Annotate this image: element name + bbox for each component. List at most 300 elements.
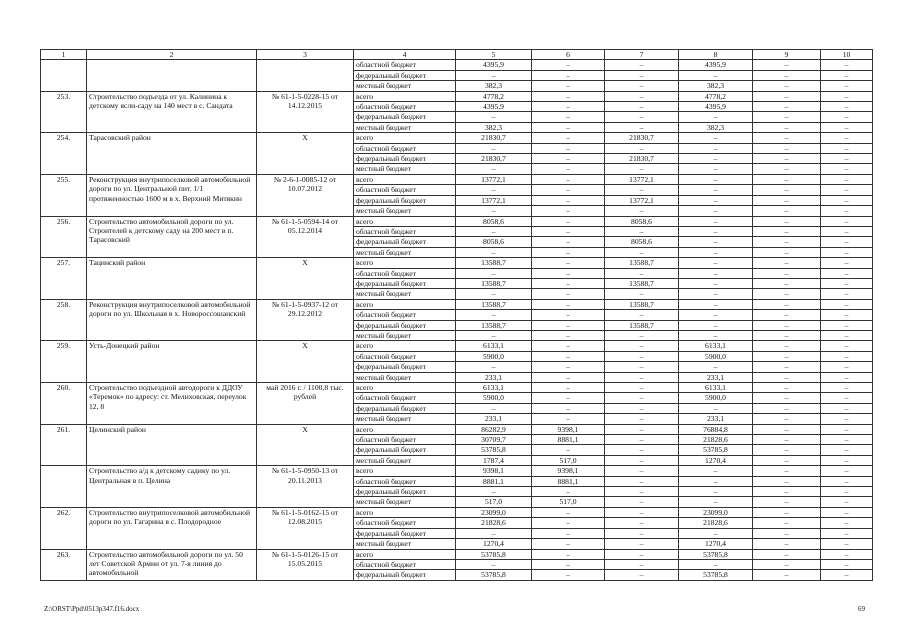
- amount-cell: –: [532, 195, 605, 205]
- amount-cell: –: [753, 507, 821, 517]
- budget-source-cell: всего: [354, 549, 456, 559]
- amount-cell: –: [605, 122, 679, 132]
- amount-cell: –: [605, 102, 679, 112]
- budget-source-cell: федеральный бюджет: [354, 70, 456, 80]
- amount-cell: –: [532, 518, 605, 528]
- budget-source-cell: всего: [354, 258, 456, 268]
- amount-cell: –: [821, 102, 873, 112]
- amount-cell: –: [605, 528, 679, 538]
- amount-cell: –: [753, 476, 821, 486]
- column-header: 2: [87, 50, 257, 60]
- table-row: [41, 60, 873, 70]
- amount-cell: –: [821, 289, 873, 299]
- budget-source-cell: местный бюджет: [354, 81, 456, 91]
- amount-cell: –: [753, 549, 821, 559]
- footer-file-path: Z:\ORST\Ppd\0513p347.f16.docx: [44, 605, 140, 613]
- amount-cell: –: [605, 487, 679, 497]
- column-header-row: [41, 50, 873, 60]
- amount-cell: 233,1: [456, 414, 532, 424]
- amount-cell: 13588,7: [456, 299, 532, 309]
- amount-cell: 23099,0: [456, 507, 532, 517]
- row-number-cell: 253.: [41, 91, 87, 133]
- amount-cell: –: [532, 185, 605, 195]
- amount-cell: –: [821, 372, 873, 382]
- amount-cell: 21828,6: [679, 518, 753, 528]
- amount-cell: –: [821, 216, 873, 226]
- amount-cell: –: [753, 81, 821, 91]
- amount-cell: –: [605, 185, 679, 195]
- row-number-cell: 258.: [41, 299, 87, 341]
- document-cell: май 2016 г. / 1100,8 тыс. рублей: [257, 383, 354, 425]
- table-row: [41, 341, 873, 351]
- amount-cell: –: [532, 122, 605, 132]
- amount-cell: –: [821, 112, 873, 122]
- amount-cell: –: [821, 320, 873, 330]
- amount-cell: –: [753, 102, 821, 112]
- amount-cell: –: [821, 268, 873, 278]
- amount-cell: –: [679, 268, 753, 278]
- amount-cell: –: [753, 403, 821, 413]
- amount-cell: –: [456, 70, 532, 80]
- amount-cell: –: [679, 497, 753, 507]
- amount-cell: –: [605, 518, 679, 528]
- amount-cell: –: [821, 549, 873, 559]
- amount-cell: –: [753, 497, 821, 507]
- budget-source-cell: всего: [354, 466, 456, 476]
- amount-cell: 53785,8: [456, 549, 532, 559]
- amount-cell: 9398,1: [532, 424, 605, 434]
- budget-source-cell: всего: [354, 383, 456, 393]
- amount-cell: 8058,6: [456, 237, 532, 247]
- amount-cell: –: [456, 289, 532, 299]
- budget-source-cell: областной бюджет: [354, 102, 456, 112]
- amount-cell: –: [532, 226, 605, 236]
- amount-cell: 13588,7: [456, 258, 532, 268]
- amount-cell: –: [679, 143, 753, 153]
- amount-cell: 53785,8: [679, 445, 753, 455]
- amount-cell: –: [679, 206, 753, 216]
- budget-source-cell: местный бюджет: [354, 206, 456, 216]
- amount-cell: 8058,6: [605, 237, 679, 247]
- amount-cell: –: [679, 310, 753, 320]
- table-row: [41, 507, 873, 517]
- budget-source-cell: местный бюджет: [354, 247, 456, 257]
- amount-cell: 53785,8: [679, 570, 753, 580]
- amount-cell: –: [821, 154, 873, 164]
- budget-source-cell: всего: [354, 91, 456, 101]
- amount-cell: –: [821, 518, 873, 528]
- row-number-cell: 261.: [41, 424, 87, 466]
- amount-cell: 5900,0: [679, 393, 753, 403]
- amount-cell: –: [605, 60, 679, 70]
- document-cell: № 2-6-1-0085-12 от 10.07.2012: [257, 174, 354, 216]
- amount-cell: –: [532, 154, 605, 164]
- amount-cell: 1270,4: [679, 539, 753, 549]
- amount-cell: –: [532, 393, 605, 403]
- amount-cell: –: [753, 258, 821, 268]
- amount-cell: –: [532, 559, 605, 569]
- row-number-cell: [41, 466, 87, 508]
- table-row: [41, 424, 873, 434]
- budget-source-cell: федеральный бюджет: [354, 445, 456, 455]
- amount-cell: 8881,1: [532, 476, 605, 486]
- amount-cell: –: [456, 330, 532, 340]
- amount-cell: –: [532, 268, 605, 278]
- amount-cell: –: [605, 403, 679, 413]
- amount-cell: –: [821, 528, 873, 538]
- amount-cell: –: [605, 497, 679, 507]
- amount-cell: –: [753, 91, 821, 101]
- budget-source-cell: местный бюджет: [354, 372, 456, 382]
- amount-cell: –: [753, 268, 821, 278]
- amount-cell: –: [605, 330, 679, 340]
- object-name-cell: Реконструкция внутрипоселковой автомобильной дороги по ул. Центральной пит. 1/1 протяженностью 1600 м в х. Верхний Митякин: [87, 174, 257, 216]
- amount-cell: –: [605, 143, 679, 153]
- amount-cell: 1270,4: [456, 539, 532, 549]
- column-header: 10: [821, 50, 873, 60]
- amount-cell: –: [605, 351, 679, 361]
- table-row: [41, 174, 873, 184]
- amount-cell: 13772,1: [605, 174, 679, 184]
- amount-cell: –: [532, 112, 605, 122]
- amount-cell: –: [456, 487, 532, 497]
- amount-cell: –: [532, 487, 605, 497]
- amount-cell: –: [532, 174, 605, 184]
- amount-cell: 30709,7: [456, 435, 532, 445]
- budget-source-cell: областной бюджет: [354, 435, 456, 445]
- amount-cell: 8058,6: [605, 216, 679, 226]
- budget-source-cell: областной бюджет: [354, 268, 456, 278]
- amount-cell: –: [532, 278, 605, 288]
- budget-source-cell: областной бюджет: [354, 393, 456, 403]
- amount-cell: –: [821, 185, 873, 195]
- amount-cell: 6133,1: [456, 383, 532, 393]
- amount-cell: –: [605, 559, 679, 569]
- amount-cell: –: [753, 528, 821, 538]
- object-name-cell: Усть-Донецкий район: [87, 341, 257, 383]
- amount-cell: –: [753, 539, 821, 549]
- budget-source-cell: всего: [354, 174, 456, 184]
- amount-cell: –: [532, 237, 605, 247]
- amount-cell: –: [821, 341, 873, 351]
- amount-cell: –: [821, 383, 873, 393]
- amount-cell: –: [605, 466, 679, 476]
- amount-cell: –: [532, 81, 605, 91]
- amount-cell: –: [753, 164, 821, 174]
- budget-source-cell: федеральный бюджет: [354, 528, 456, 538]
- amount-cell: –: [532, 549, 605, 559]
- amount-cell: –: [753, 216, 821, 226]
- amount-cell: –: [821, 247, 873, 257]
- budget-source-cell: федеральный бюджет: [354, 237, 456, 247]
- amount-cell: –: [605, 539, 679, 549]
- amount-cell: –: [753, 143, 821, 153]
- amount-cell: –: [821, 539, 873, 549]
- amount-cell: –: [821, 143, 873, 153]
- amount-cell: –: [753, 445, 821, 455]
- amount-cell: –: [605, 70, 679, 80]
- amount-cell: –: [753, 289, 821, 299]
- budget-source-cell: федеральный бюджет: [354, 362, 456, 372]
- budget-source-cell: областной бюджет: [354, 559, 456, 569]
- amount-cell: –: [821, 164, 873, 174]
- amount-cell: –: [821, 60, 873, 70]
- amount-cell: 382,3: [456, 81, 532, 91]
- row-number-cell: 259.: [41, 341, 87, 383]
- amount-cell: –: [753, 174, 821, 184]
- amount-cell: –: [821, 466, 873, 476]
- amount-cell: –: [456, 559, 532, 569]
- table-row: [41, 258, 873, 268]
- amount-cell: 517,0: [456, 497, 532, 507]
- amount-cell: –: [605, 206, 679, 216]
- amount-cell: 21828,6: [679, 435, 753, 445]
- column-header: 9: [753, 50, 821, 60]
- amount-cell: 382,3: [679, 81, 753, 91]
- amount-cell: –: [821, 476, 873, 486]
- budget-source-cell: всего: [354, 133, 456, 143]
- amount-cell: –: [753, 424, 821, 434]
- amount-cell: –: [679, 559, 753, 569]
- amount-cell: –: [679, 466, 753, 476]
- amount-cell: 13772,1: [605, 195, 679, 205]
- amount-cell: –: [605, 289, 679, 299]
- amount-cell: –: [821, 174, 873, 184]
- amount-cell: 13772,1: [456, 195, 532, 205]
- amount-cell: –: [821, 206, 873, 216]
- amount-cell: 53785,8: [679, 549, 753, 559]
- amount-cell: 8058,6: [456, 216, 532, 226]
- amount-cell: 21830,7: [456, 133, 532, 143]
- object-name-cell: Строительство внутрипоселковой автомобильной дороги по ул. Гагарина в с. Плодородное: [87, 507, 257, 549]
- table-row: [41, 133, 873, 143]
- amount-cell: 13588,7: [605, 320, 679, 330]
- amount-cell: –: [753, 278, 821, 288]
- amount-cell: –: [821, 487, 873, 497]
- budget-source-cell: областной бюджет: [354, 226, 456, 236]
- amount-cell: –: [605, 435, 679, 445]
- amount-cell: –: [821, 393, 873, 403]
- amount-cell: –: [753, 185, 821, 195]
- amount-cell: –: [753, 466, 821, 476]
- budget-source-cell: областной бюджет: [354, 351, 456, 361]
- amount-cell: –: [821, 403, 873, 413]
- amount-cell: –: [532, 143, 605, 153]
- row-number-cell: 256.: [41, 216, 87, 258]
- amount-cell: –: [605, 455, 679, 465]
- amount-cell: 1787,4: [456, 455, 532, 465]
- amount-cell: –: [679, 320, 753, 330]
- budget-source-cell: местный бюджет: [354, 497, 456, 507]
- budget-table: [40, 49, 873, 581]
- amount-cell: –: [605, 414, 679, 424]
- amount-cell: –: [532, 539, 605, 549]
- amount-cell: –: [532, 206, 605, 216]
- amount-cell: 53785,8: [456, 445, 532, 455]
- amount-cell: –: [753, 60, 821, 70]
- table-row: [41, 216, 873, 226]
- amount-cell: –: [532, 164, 605, 174]
- amount-cell: –: [456, 185, 532, 195]
- object-name-cell: Тарасовский район: [87, 133, 257, 175]
- amount-cell: –: [605, 445, 679, 455]
- row-number-cell: 254.: [41, 133, 87, 175]
- document-cell: X: [257, 133, 354, 175]
- amount-cell: –: [532, 383, 605, 393]
- amount-cell: –: [821, 195, 873, 205]
- amount-cell: –: [532, 414, 605, 424]
- budget-source-cell: федеральный бюджет: [354, 278, 456, 288]
- amount-cell: –: [532, 330, 605, 340]
- amount-cell: –: [821, 122, 873, 132]
- amount-cell: 5900,0: [456, 351, 532, 361]
- amount-cell: –: [753, 226, 821, 236]
- amount-cell: –: [821, 351, 873, 361]
- amount-cell: –: [821, 258, 873, 268]
- amount-cell: –: [532, 102, 605, 112]
- budget-source-cell: областной бюджет: [354, 185, 456, 195]
- amount-cell: –: [753, 414, 821, 424]
- amount-cell: –: [753, 570, 821, 580]
- amount-cell: 13588,7: [456, 278, 532, 288]
- amount-cell: –: [821, 70, 873, 80]
- table-row: [41, 549, 873, 559]
- amount-cell: –: [753, 310, 821, 320]
- row-number-cell: 263.: [41, 549, 87, 580]
- amount-cell: –: [605, 226, 679, 236]
- amount-cell: 5900,0: [679, 351, 753, 361]
- amount-cell: –: [679, 133, 753, 143]
- amount-cell: –: [821, 414, 873, 424]
- amount-cell: –: [532, 258, 605, 268]
- document-cell: № 61-1-5-0228-15 от 14.12.2015: [257, 91, 354, 133]
- row-number-cell: 260.: [41, 383, 87, 425]
- amount-cell: –: [753, 487, 821, 497]
- table-row: [41, 91, 873, 101]
- amount-cell: –: [605, 476, 679, 486]
- column-header: 8: [679, 50, 753, 60]
- amount-cell: –: [456, 164, 532, 174]
- amount-cell: 13588,7: [605, 278, 679, 288]
- amount-cell: –: [753, 122, 821, 132]
- amount-cell: –: [679, 226, 753, 236]
- amount-cell: –: [753, 247, 821, 257]
- amount-cell: –: [753, 237, 821, 247]
- amount-cell: –: [532, 60, 605, 70]
- amount-cell: –: [605, 383, 679, 393]
- amount-cell: –: [679, 185, 753, 195]
- amount-cell: 86282,9: [456, 424, 532, 434]
- document-cell: № 61-1-5-0162-15 от 12.08.2015: [257, 507, 354, 549]
- amount-cell: –: [753, 393, 821, 403]
- amount-cell: –: [679, 112, 753, 122]
- amount-cell: –: [605, 112, 679, 122]
- amount-cell: 517,0: [532, 455, 605, 465]
- amount-cell: –: [456, 310, 532, 320]
- amount-cell: –: [679, 216, 753, 226]
- amount-cell: –: [532, 372, 605, 382]
- amount-cell: 8881,1: [532, 435, 605, 445]
- table-body: [41, 50, 873, 581]
- budget-source-cell: федеральный бюджет: [354, 570, 456, 580]
- amount-cell: –: [821, 91, 873, 101]
- amount-cell: 13588,7: [605, 299, 679, 309]
- amount-cell: 4778,2: [679, 91, 753, 101]
- amount-cell: –: [532, 351, 605, 361]
- amount-cell: –: [679, 362, 753, 372]
- amount-cell: –: [753, 362, 821, 372]
- document-cell: № 61-1-5-0950-13 от 20.11.2013: [257, 466, 354, 508]
- amount-cell: 8881,1: [456, 476, 532, 486]
- amount-cell: –: [679, 258, 753, 268]
- budget-source-cell: федеральный бюджет: [354, 154, 456, 164]
- amount-cell: –: [605, 164, 679, 174]
- amount-cell: 53785,8: [456, 570, 532, 580]
- budget-source-cell: всего: [354, 299, 456, 309]
- object-name-cell: Тацинский район: [87, 258, 257, 300]
- amount-cell: –: [605, 424, 679, 434]
- amount-cell: –: [456, 226, 532, 236]
- amount-cell: 9398,1: [532, 466, 605, 476]
- budget-source-cell: местный бюджет: [354, 289, 456, 299]
- document-cell: [257, 60, 354, 91]
- amount-cell: 21830,7: [456, 154, 532, 164]
- amount-cell: 6133,1: [679, 383, 753, 393]
- column-header: 1: [41, 50, 87, 60]
- amount-cell: –: [679, 195, 753, 205]
- row-number-cell: [41, 60, 87, 91]
- amount-cell: –: [532, 91, 605, 101]
- amount-cell: –: [605, 507, 679, 517]
- amount-cell: –: [532, 70, 605, 80]
- budget-source-cell: федеральный бюджет: [354, 195, 456, 205]
- amount-cell: –: [605, 362, 679, 372]
- amount-cell: –: [821, 570, 873, 580]
- amount-cell: –: [532, 341, 605, 351]
- amount-cell: 76884,8: [679, 424, 753, 434]
- amount-cell: –: [821, 133, 873, 143]
- document-cell: № 61-1-5-0594-14 от 05.12.2014: [257, 216, 354, 258]
- amount-cell: 9398,1: [456, 466, 532, 476]
- amount-cell: –: [456, 268, 532, 278]
- amount-cell: –: [753, 435, 821, 445]
- amount-cell: –: [753, 112, 821, 122]
- table-row: [41, 299, 873, 309]
- amount-cell: –: [456, 206, 532, 216]
- amount-cell: –: [821, 424, 873, 434]
- budget-source-cell: местный бюджет: [354, 539, 456, 549]
- amount-cell: –: [753, 341, 821, 351]
- amount-cell: –: [532, 362, 605, 372]
- object-name-cell: Строительство а/д к детскому садику по ул. Центральная в п. Целина: [87, 466, 257, 508]
- amount-cell: –: [532, 507, 605, 517]
- amount-cell: –: [753, 206, 821, 216]
- amount-cell: 4395,9: [679, 60, 753, 70]
- amount-cell: –: [821, 310, 873, 320]
- row-number-cell: 255.: [41, 174, 87, 216]
- amount-cell: –: [532, 310, 605, 320]
- amount-cell: –: [532, 528, 605, 538]
- amount-cell: 1270,4: [679, 455, 753, 465]
- amount-cell: –: [532, 216, 605, 226]
- column-header: 3: [257, 50, 354, 60]
- amount-cell: –: [821, 507, 873, 517]
- budget-source-cell: всего: [354, 424, 456, 434]
- budget-source-cell: местный бюджет: [354, 122, 456, 132]
- amount-cell: –: [605, 81, 679, 91]
- amount-cell: –: [679, 164, 753, 174]
- amount-cell: –: [679, 528, 753, 538]
